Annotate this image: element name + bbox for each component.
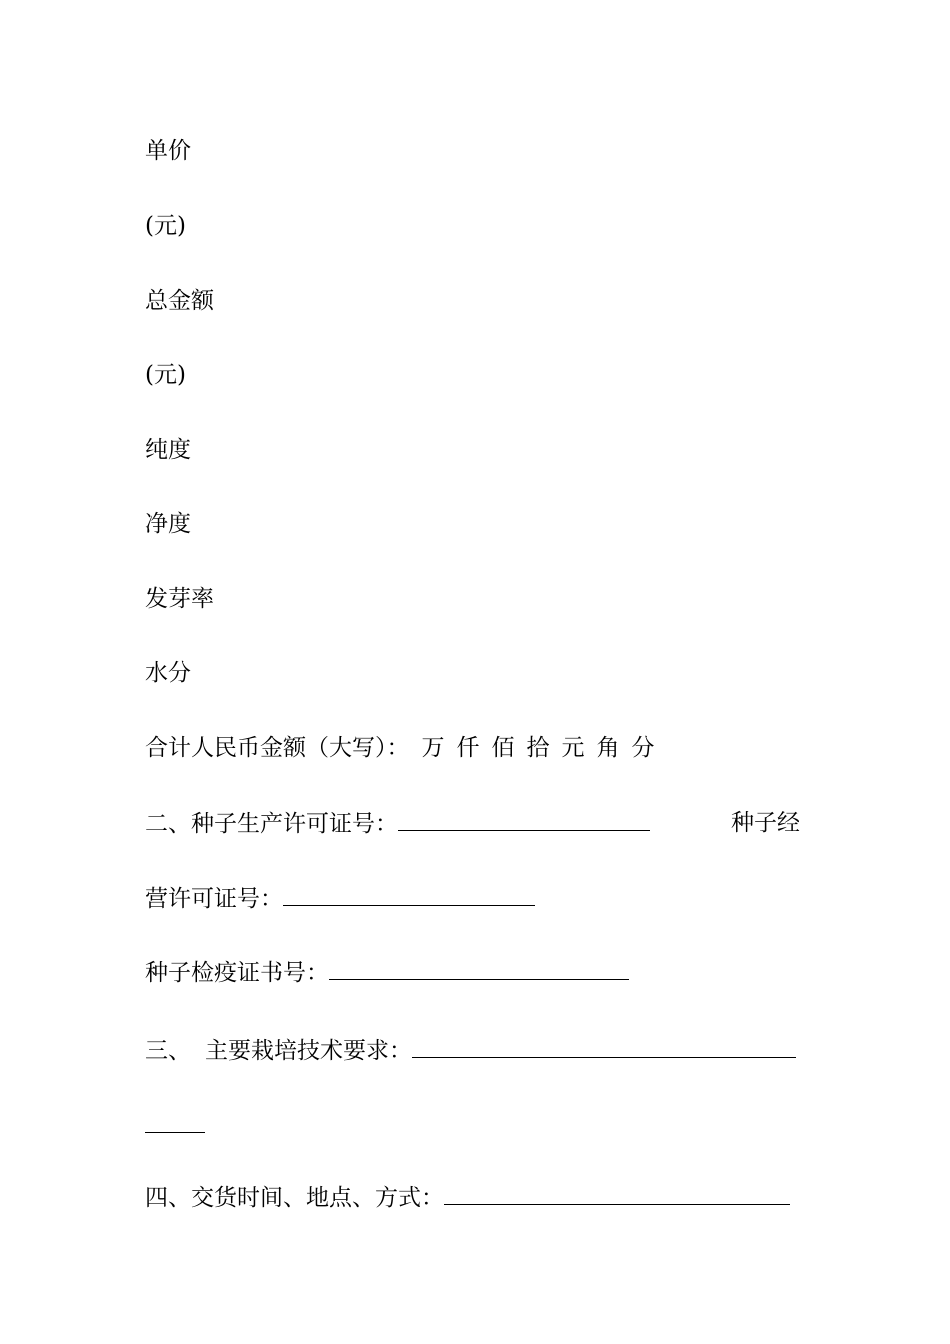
cultivation-requirements-label: 主要栽培技术要求：: [205, 1038, 412, 1064]
germination-rate-label: 发芽率: [145, 586, 214, 612]
quarantine-label: 种子检疫证书号：: [145, 960, 329, 986]
business-license-row: [145, 883, 535, 914]
business-license-label-part2: 营许可证号：: [145, 886, 283, 912]
cultivation-requirements-blank[interactable]: [412, 1035, 796, 1058]
delivery-blank[interactable]: [444, 1182, 790, 1205]
unit-jiao: 角: [596, 735, 620, 761]
unit-wan: 万: [421, 735, 445, 761]
moisture-label: 水分: [145, 660, 191, 686]
business-license-blank[interactable]: [283, 883, 535, 906]
delivery-label: 四、交货时间、地点、方式：: [145, 1185, 444, 1211]
total-amount-unit: (元): [145, 362, 186, 388]
unit-qian: 仟: [456, 735, 480, 761]
cultivation-requirements-continuation: [145, 1110, 205, 1141]
amount-units: [410, 735, 655, 761]
cleanliness-label: 净度: [145, 511, 191, 537]
unit-price-label: 单价: [145, 138, 191, 164]
production-license-blank[interactable]: [398, 808, 650, 831]
purity-label: 纯度: [145, 437, 191, 463]
total-rmb-amount-label: 合计人民币金额（大写）：: [145, 735, 410, 761]
unit-price-unit: (元): [145, 213, 186, 239]
production-license-row: [145, 808, 650, 839]
business-license-label-part1: 种子经: [731, 810, 800, 836]
production-license-label: 二、种子生产许可证号：: [145, 811, 398, 837]
total-rmb-amount-row: [145, 733, 655, 763]
unit-yuan: 元: [561, 735, 585, 761]
quarantine-blank[interactable]: [329, 957, 629, 980]
quarantine-row: [145, 957, 629, 988]
unit-fen: 分: [631, 735, 655, 761]
unit-bai: 佰: [491, 735, 515, 761]
cultivation-requirements-blank-cont[interactable]: [145, 1110, 205, 1133]
unit-shi: 拾: [526, 735, 550, 761]
total-amount-label: 总金额: [145, 288, 214, 314]
delivery-row: [145, 1182, 790, 1213]
cultivation-requirements-row: [145, 1035, 796, 1066]
section3-number: 三、: [145, 1038, 191, 1064]
